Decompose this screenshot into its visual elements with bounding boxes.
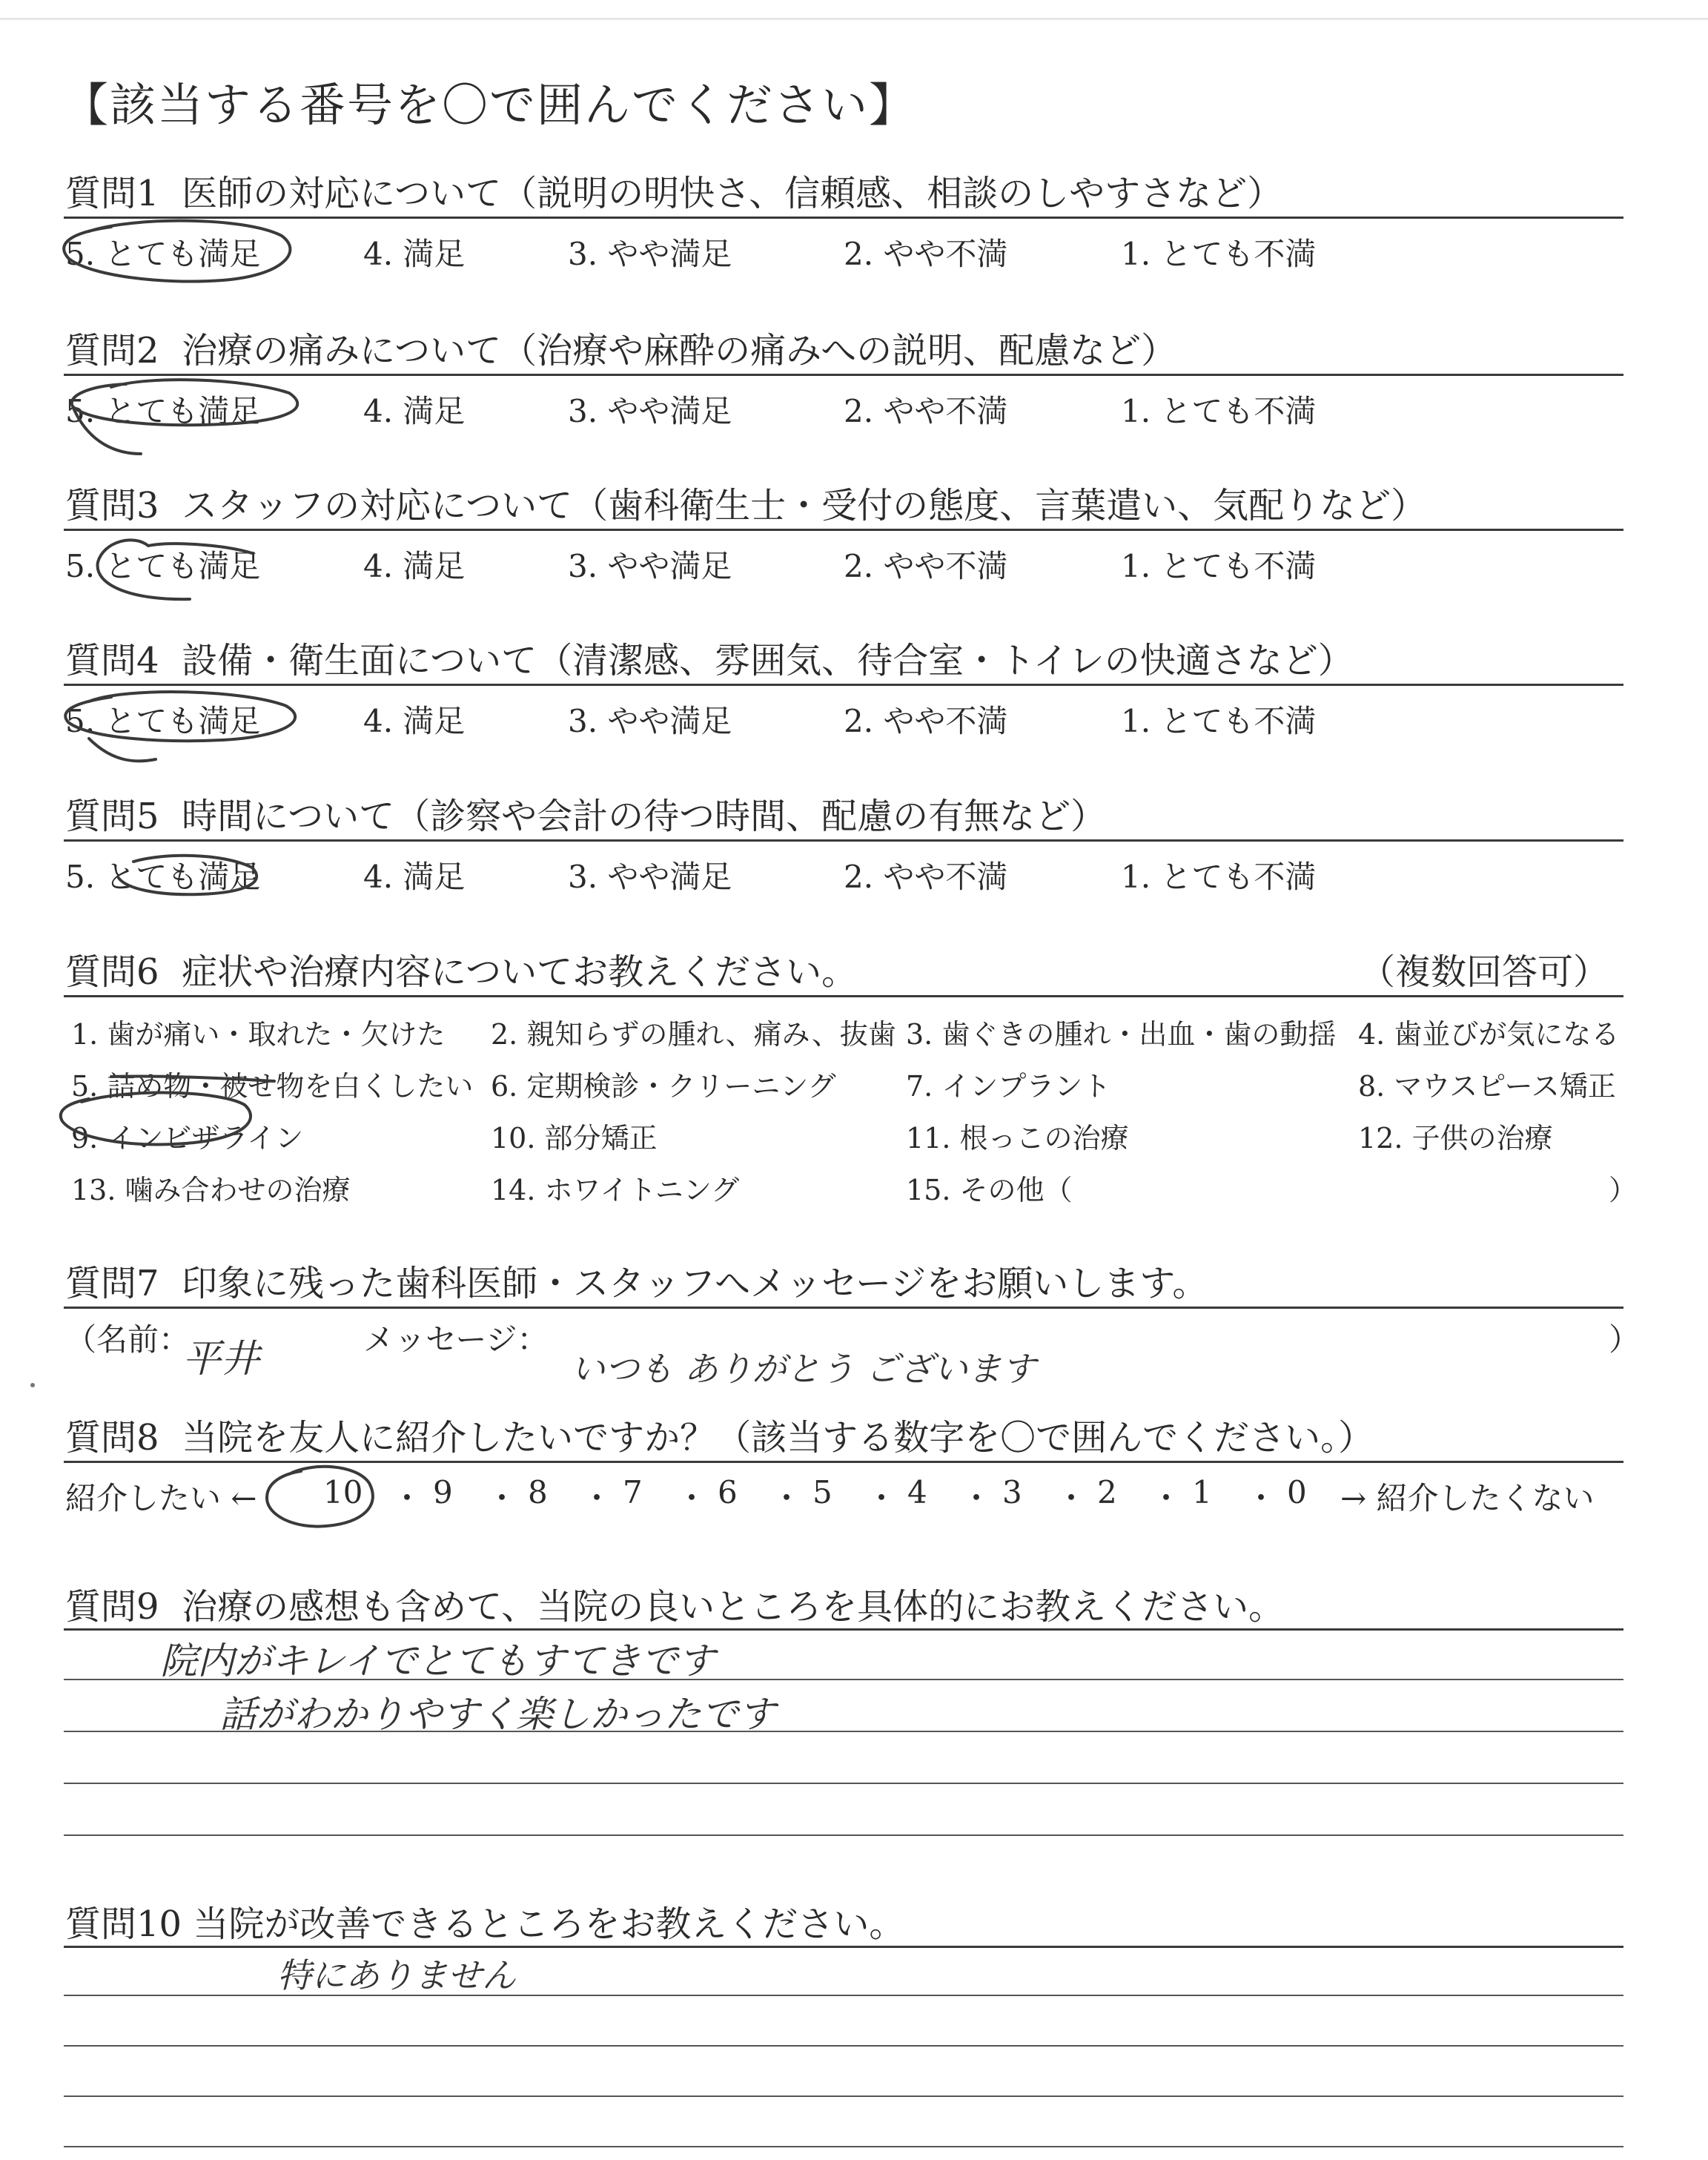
- q8-dot: ・: [581, 1480, 613, 1516]
- q6-item-15[interactable]: 15. その他（: [906, 1174, 1073, 1206]
- q8-rule: [64, 1461, 1623, 1463]
- q3-heading: [65, 477, 1426, 528]
- q8-score-2[interactable]: 2: [1097, 1474, 1117, 1510]
- q6-item-1[interactable]: 1. 歯が痛い・取れた・欠けた: [71, 1018, 446, 1051]
- q8-dot: ・: [676, 1480, 708, 1516]
- q8-score-1[interactable]: 1: [1192, 1474, 1212, 1510]
- q6-item-9[interactable]: 9. インビザライン: [71, 1122, 304, 1155]
- q4-option-4[interactable]: 4. 満足: [363, 703, 466, 739]
- q8-text: 当院を友人に紹介したいですか？（該当する数字を〇で囲んでください。）: [182, 1417, 1374, 1459]
- q8-score-8[interactable]: 8: [528, 1474, 548, 1510]
- q8-dot: ・: [391, 1480, 423, 1516]
- q9-answer-line: [64, 1834, 1623, 1836]
- q6-other-close-paren: ）: [1609, 1174, 1638, 1206]
- q8-score-0[interactable]: 0: [1287, 1474, 1307, 1510]
- q4-label: 質問4: [65, 640, 159, 681]
- q5-option-5[interactable]: 5. とても満足: [65, 859, 261, 895]
- q3-option-3[interactable]: 3. やや満足: [568, 548, 732, 584]
- q5-label: 質問5: [65, 796, 159, 837]
- q6-item-8[interactable]: 8. マウスピース矯正: [1358, 1070, 1616, 1103]
- q7-label: 質問7: [65, 1263, 159, 1304]
- q4-text: 設備・衛生面について（清潔感、雰囲気、待合室・トイレの快適さなど）: [182, 640, 1354, 681]
- q8-dot: ・: [771, 1480, 803, 1516]
- q2-option-3[interactable]: 3. やや満足: [568, 393, 732, 429]
- q7-heading: [65, 1255, 1208, 1306]
- q1-text: 医師の対応について（説明の明快さ、信頼感、相談のしやすさなど）: [182, 173, 1283, 214]
- q3-option-4[interactable]: 4. 満足: [363, 548, 466, 584]
- q2-option-5[interactable]: 5. とても満足: [65, 393, 261, 429]
- q1-option-1[interactable]: 1. とても不満: [1121, 236, 1317, 272]
- q2-rule: [64, 374, 1623, 376]
- q6-multiple-note: （複数回答可）: [1360, 951, 1609, 993]
- q5-option-1[interactable]: 1. とても不満: [1121, 859, 1317, 895]
- q5-heading: [65, 787, 1106, 839]
- q3-rule: [64, 529, 1623, 531]
- q8-right-label: → 紹介したくない: [1340, 1480, 1595, 1516]
- q2-option-4[interactable]: 4. 満足: [363, 393, 466, 429]
- q9-heading: [65, 1578, 1284, 1629]
- q3-label: 質問3: [65, 485, 159, 526]
- q1-rule: [64, 217, 1623, 219]
- q6-item-10[interactable]: 10. 部分矯正: [491, 1122, 658, 1155]
- q2-label: 質問2: [65, 330, 159, 371]
- q10-answer-line: [64, 2095, 1623, 2097]
- q2-option-2[interactable]: 2. やや不満: [844, 393, 1008, 429]
- q7-close-paren: ）: [1609, 1321, 1641, 1358]
- q6-item-7[interactable]: 7. インプラント: [906, 1070, 1111, 1103]
- q6-item-5[interactable]: 5. 詰め物・被せ物を白くしたい: [71, 1070, 474, 1103]
- q8-score-7[interactable]: 7: [623, 1474, 643, 1510]
- q4-heading: [65, 632, 1354, 683]
- q1-heading: [65, 165, 1282, 216]
- q10-label: 質問10: [65, 1903, 182, 1945]
- q10-rule: [64, 1946, 1623, 1948]
- q4-option-3[interactable]: 3. やや満足: [568, 703, 732, 739]
- q6-label: 質問6: [65, 951, 159, 993]
- q7-name-label: （名前：: [65, 1321, 191, 1358]
- q7-text: 印象に残った歯科医師・スタッフへメッセージをお願いします。: [182, 1263, 1208, 1304]
- q6-text: 症状や治療内容についてお教えください。: [182, 951, 858, 993]
- q1-option-2[interactable]: 2. やや不満: [844, 236, 1008, 272]
- q1-option-4[interactable]: 4. 満足: [363, 236, 466, 272]
- q7-rule: [64, 1307, 1623, 1309]
- q7-message-label: メッセージ：: [363, 1321, 549, 1358]
- q8-score-6[interactable]: 6: [718, 1474, 738, 1510]
- q4-option-2[interactable]: 2. やや不満: [844, 703, 1008, 739]
- q6-item-14[interactable]: 14. ホワイトニング: [491, 1174, 740, 1206]
- q7-message-handwritten[interactable]: いつも ありがとう ございます: [571, 1349, 1036, 1389]
- q2-text: 治療の痛みについて（治療や麻酔の痛みへの説明、配慮など）: [182, 330, 1177, 371]
- q6-heading: [65, 943, 857, 994]
- q6-item-6[interactable]: 6. 定期検診・クリーニング: [491, 1070, 836, 1103]
- q5-text: 時間について（診察や会計の待つ時間、配慮の有無など）: [182, 796, 1107, 837]
- q8-score-10[interactable]: 10: [323, 1474, 363, 1510]
- q4-rule: [64, 684, 1623, 686]
- q8-dot: ・: [1151, 1480, 1182, 1516]
- q8-score-4[interactable]: 4: [907, 1474, 927, 1510]
- scan-top-edge: [0, 18, 1708, 20]
- q7-name-handwritten[interactable]: 平井: [182, 1337, 260, 1381]
- q4-option-5[interactable]: 5. とても満足: [65, 703, 261, 739]
- q3-option-2[interactable]: 2. やや不満: [844, 548, 1008, 584]
- q6-item-13[interactable]: 13. 噛み合わせの治療: [71, 1174, 351, 1206]
- q10-answer-line: [64, 2045, 1623, 2047]
- q8-dot: ・: [486, 1480, 518, 1516]
- q10-heading: [65, 1895, 904, 1946]
- q6-item-2[interactable]: 2. 親知らずの腫れ、痛み、抜歯: [491, 1018, 896, 1051]
- q10-answer-handwritten[interactable]: 特にありません: [277, 1955, 516, 1995]
- q8-score-3[interactable]: 3: [1002, 1474, 1022, 1510]
- page-title: 【該当する番号を〇で囲んでください】: [62, 78, 917, 132]
- q6-rule: [64, 995, 1623, 997]
- q5-option-3[interactable]: 3. やや満足: [568, 859, 732, 895]
- q9-answer-handwritten-2[interactable]: 話がわかりやすく楽しかったです: [219, 1693, 775, 1736]
- q6-item-11[interactable]: 11. 根っこの治療: [906, 1122, 1129, 1155]
- q6-item-12[interactable]: 12. 子供の治療: [1358, 1122, 1553, 1155]
- q9-rule: [64, 1628, 1623, 1631]
- q2-option-1[interactable]: 1. とても不満: [1121, 393, 1317, 429]
- q3-text: スタッフの対応について（歯科衛生士・受付の態度、言葉遣い、気配りなど）: [182, 485, 1427, 526]
- q5-rule: [64, 839, 1623, 842]
- q2-heading: [65, 322, 1176, 373]
- q9-text: 治療の感想も含めて、当院の良いところを具体的にお教えください。: [182, 1586, 1285, 1628]
- q8-left-label: 紹介したい ←: [65, 1480, 257, 1516]
- q5-option-4[interactable]: 4. 満足: [363, 859, 466, 895]
- q8-dot: ・: [961, 1480, 993, 1516]
- q9-answer-handwritten-1[interactable]: 院内がキレイでとてもすてきです: [160, 1639, 715, 1682]
- q9-answer-line: [64, 1783, 1623, 1784]
- q10-text: 当院が改善できるところをお教えください。: [193, 1903, 905, 1945]
- q9-label: 質問9: [65, 1586, 159, 1628]
- q5-option-2[interactable]: 2. やや不満: [844, 859, 1008, 895]
- q1-option-3[interactable]: 3. やや満足: [568, 236, 732, 272]
- q8-dot: ・: [1056, 1480, 1088, 1516]
- q8-dot: ・: [866, 1480, 898, 1516]
- q6-item-4[interactable]: 4. 歯並びが気になる: [1358, 1018, 1620, 1051]
- q8-score-9[interactable]: 9: [433, 1474, 453, 1510]
- q1-option-5[interactable]: 5. とても満足: [65, 236, 261, 272]
- q8-score-5[interactable]: 5: [812, 1474, 833, 1510]
- scan-speck: [30, 1383, 35, 1387]
- q8-heading: [65, 1409, 1374, 1460]
- q10-answer-line: [64, 2146, 1623, 2147]
- q8-dot: ・: [1245, 1480, 1277, 1516]
- q3-option-1[interactable]: 1. とても不満: [1121, 548, 1317, 584]
- q6-item-3[interactable]: 3. 歯ぐきの腫れ・出血・歯の動揺: [906, 1018, 1337, 1051]
- q3-option-5[interactable]: 5. とても満足: [65, 548, 261, 584]
- q4-option-1[interactable]: 1. とても不満: [1121, 703, 1317, 739]
- q1-label: 質問1: [65, 173, 159, 214]
- q8-label: 質問8: [65, 1417, 159, 1459]
